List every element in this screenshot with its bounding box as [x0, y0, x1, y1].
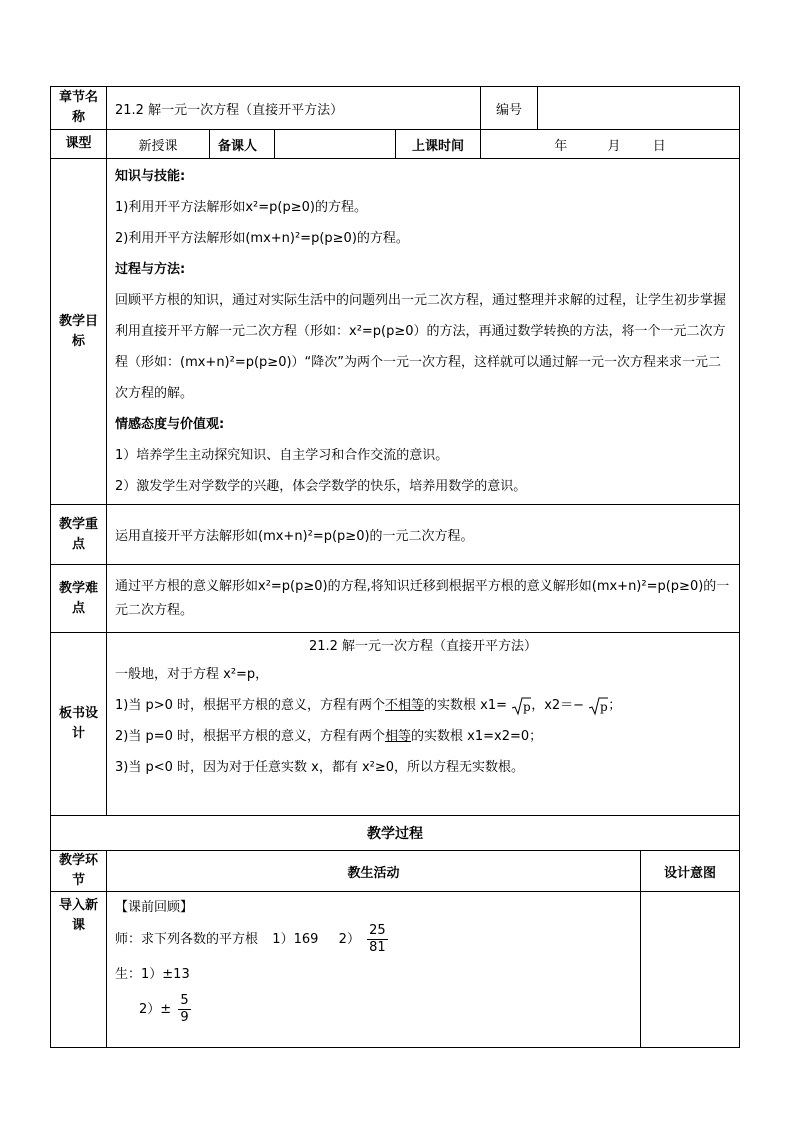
answer-1: 1）±13: [141, 967, 190, 982]
preparer-label: 备课人: [210, 130, 275, 159]
activity-label: 教生活动: [107, 851, 641, 892]
board-line-2: [115, 690, 731, 721]
board-label: 板书设计: [51, 633, 107, 816]
question-1: 1）169: [272, 932, 319, 947]
knowledge-item-1: 1)利用开平方法解形如x²=p(p≥0)的方程。: [115, 200, 367, 215]
sqrt-arg: p: [600, 699, 608, 714]
sqrt-icon: [511, 696, 531, 716]
key-point-text: 运用直接开平方法解形如(mx+n)²=p(p≥0)的一元二次方程。: [107, 505, 740, 565]
header-row-chapter: [51, 87, 740, 130]
teacher-question: [115, 920, 632, 960]
time-label: 上课时间: [396, 130, 481, 159]
difficulty-text: 通过平方根的意义解形如x²=p(p≥0)的方程,将知识迁移到根据平方根的意义解形如(mx+n)²=p(p≥0)的一元二次方程。: [107, 565, 740, 633]
question-2-prefix: 2）: [338, 932, 360, 947]
board-line-4: 3)当 p<0 时，因为对于任意实数 x，都有 x²≥0，所以方程无实数根。: [115, 760, 525, 775]
process-header-row: [51, 851, 740, 892]
board-line-2-end: ；: [608, 698, 622, 713]
board-line-2-pre: 1)当 p>0 时，根据平方根的意义，方程有两个: [115, 698, 386, 713]
attitude-heading: 情感态度与价值观:: [115, 417, 225, 432]
sqrt-icon: [588, 696, 608, 716]
date-month: 月: [607, 138, 621, 154]
number-label: 编号: [481, 87, 538, 130]
board-line-3-underlined: 相等: [385, 729, 412, 744]
date-year: 年: [554, 138, 568, 154]
objectives-label: 教学目标: [51, 159, 107, 505]
process-title-row: [51, 816, 740, 851]
fraction-denominator: 81: [369, 940, 386, 955]
student-prefix: 生：: [115, 967, 142, 982]
key-point-row: [51, 505, 740, 565]
lesson-plan-table: [50, 86, 740, 1048]
preparer-value: [275, 130, 396, 159]
date-value: [481, 130, 740, 159]
board-line-2-underlined: 不相等: [385, 698, 425, 713]
objectives-row: [51, 159, 740, 505]
process-heading: 过程与方法:: [115, 262, 186, 277]
difficulty-row: [51, 565, 740, 633]
fraction-numerator: 5: [180, 993, 189, 1008]
attitude-item-2: 2）激发学生对学数学的兴趣，体会学数学的快乐，培养用数学的意识。: [115, 479, 527, 494]
process-text: 回顾平方根的知识，通过对实际生活中的问题列出一元二次方程，通过整理并求解的过程，让学生初步掌握利用直接开平方解一元二次方程（形如：x²=p(p≥0）的方法，再通过数学转换的方法，将一个一元二次方程（形如：(mx+n)²=p(p≥0)）“降次”为两个一元一次方程，这样就可以通过解一元一次方程来求一元二次方程的解。: [115, 293, 727, 401]
difficulty-label: 教学难点: [51, 565, 107, 633]
number-value: [538, 87, 740, 130]
knowledge-item-2: 2)利用开平方法解形如(mx+n)²=p(p≥0)的方程。: [115, 231, 409, 246]
header-row-type: [51, 130, 740, 159]
intent-label: 设计意图: [641, 851, 740, 892]
board-line-3-post: 的实数根 x1=x2=0；: [411, 729, 543, 744]
type-label: 课型: [51, 130, 107, 159]
chapter-value: 21.2 解一元一次方程（直接开平方法）: [107, 87, 481, 130]
intent-cell: [641, 892, 740, 1048]
sqrt-arg: p: [523, 699, 531, 714]
date-day: 日: [652, 138, 666, 154]
knowledge-heading: 知识与技能:: [115, 169, 186, 184]
board-line-1: 一般地，对于方程 x²=p，: [115, 667, 269, 682]
teacher-prompt: 师：求下列各数的平方根: [115, 932, 259, 947]
student-answer-1: [115, 960, 632, 990]
stage1-label: 导入新课: [51, 892, 107, 1048]
board-line-3: [115, 721, 731, 752]
board-title: 21.2 解一元一次方程（直接开平方法）: [308, 639, 538, 654]
type-value: 新授课: [107, 130, 210, 159]
fraction-25-81: [367, 923, 388, 956]
answer-2-prefix: 2）±: [139, 1002, 172, 1017]
student-answer-2: [115, 990, 632, 1030]
key-point-label: 教学重点: [51, 505, 107, 565]
fraction-numerator: 25: [369, 923, 386, 938]
board-content: [107, 633, 740, 816]
board-line-2-sep: ，x2＝−: [531, 698, 585, 713]
review-heading: 【课前回顾】: [115, 900, 194, 915]
stage-label: 教学环节: [51, 851, 107, 892]
intro-row: [51, 892, 740, 1048]
fraction-5-9: [178, 993, 190, 1026]
board-line-3-pre: 2)当 p=0 时，根据平方根的意义，方程有两个: [115, 729, 386, 744]
board-row: [51, 633, 740, 816]
objectives-content: [107, 159, 740, 505]
fraction-denominator: 9: [180, 1010, 189, 1025]
chapter-label: 章节名称: [51, 87, 107, 130]
intro-content: [107, 892, 641, 1048]
board-line-2-mid: 的实数根 x1=: [424, 698, 508, 713]
process-title: 教学过程: [51, 816, 740, 851]
attitude-item-1: 1）培养学生主动探究知识、自主学习和合作交流的意识。: [115, 448, 449, 463]
